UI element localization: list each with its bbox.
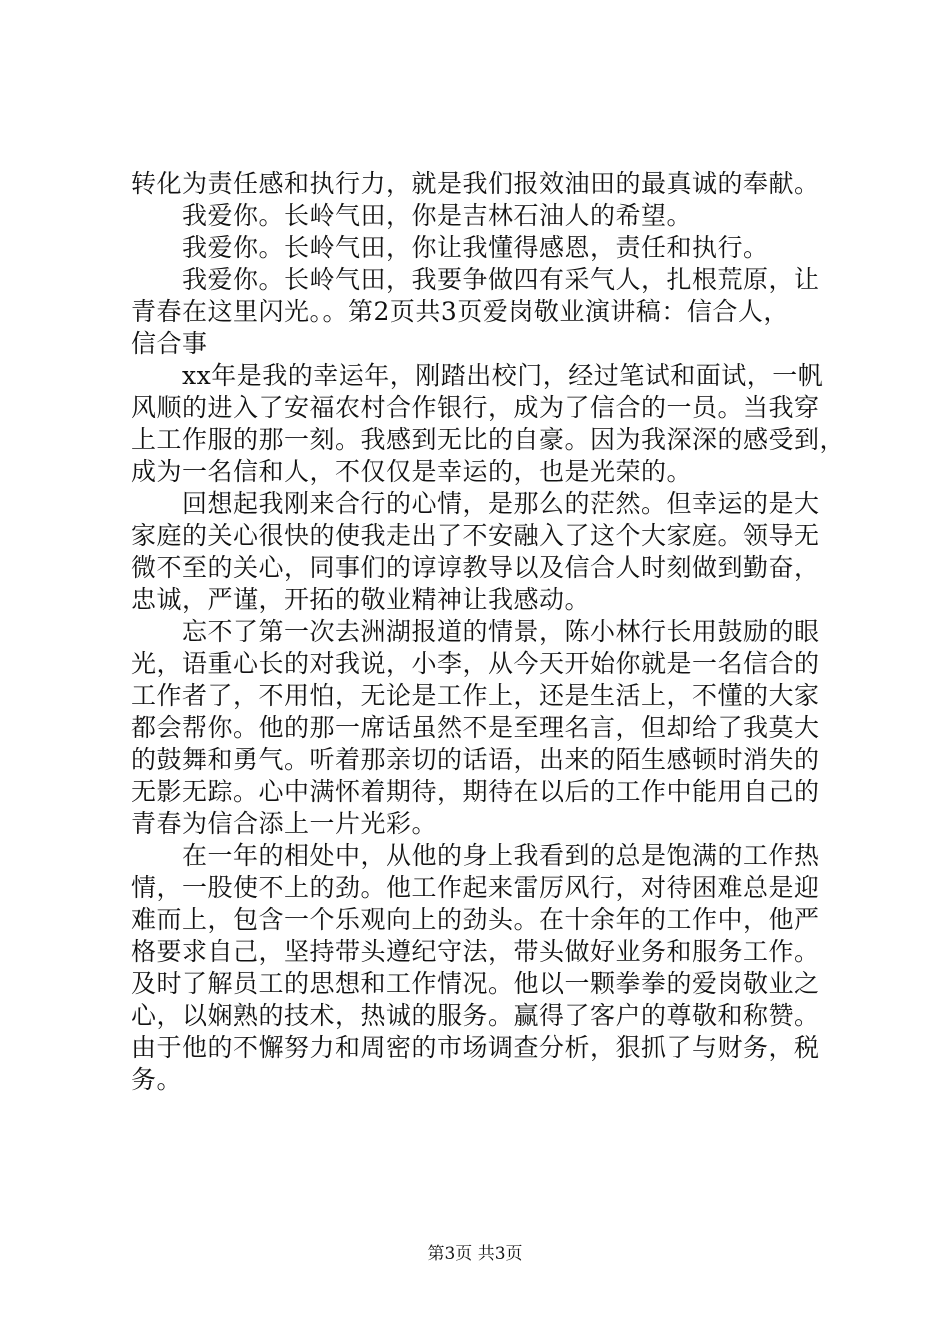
text-line: 工作者了，不用怕，无论是工作上，还是生活上，不懂的大家 <box>131 681 820 710</box>
text-line: 心，以娴熟的技术，热诚的服务。赢得了客户的尊敬和称赞。 <box>131 1001 820 1030</box>
document-body <box>131 168 846 1096</box>
text-line: 情，一股使不上的劲。他工作起来雷厉风行，对待困难总是迎 <box>131 873 820 902</box>
text-line: 务。 <box>131 1065 183 1094</box>
text-line: 在一年的相处中，从他的身上我看到的总是饱满的工作热 <box>182 841 820 870</box>
text-line: 忘不了第一次去洲湖报道的情景，陈小林行长用鼓励的眼 <box>182 617 820 646</box>
text-line: xx年是我的幸运年，刚踏出校门，经过笔试和面试，一帆 <box>182 361 824 390</box>
text-line: 我爱你。长岭气田，你让我懂得感恩，责任和执行。 <box>182 233 769 262</box>
text-line: 格要求自己，坚持带头遵纪守法，带头做好业务和服务工作。 <box>131 937 820 966</box>
text-line: 难而上，包含一个乐观向上的劲头。在十余年的工作中，他严 <box>131 905 820 934</box>
text-line: 上工作服的那一刻。我感到无比的自豪。因为我深深的感受到， <box>131 425 846 454</box>
text-line: 青春在这里闪光。。第2页共3页爱岗敬业演讲稿：信合人， <box>131 297 789 326</box>
text-line: 风顺的进入了安福农村合作银行，成为了信合的一员。当我穿 <box>131 393 820 422</box>
text-line: 转化为责任感和执行力，就是我们报效油田的最真诚的奉献。 <box>131 169 820 198</box>
text-line: 信合事 <box>131 329 208 358</box>
text-line: 成为一名信和人，不仅仅是幸运的，也是光荣的。 <box>131 457 693 486</box>
text-line: 的鼓舞和勇气。听着那亲切的话语，出来的陌生感顿时消失的 <box>131 745 820 774</box>
text-line: 光，语重心长的对我说，小李，从今天开始你就是一名信合的 <box>131 649 820 678</box>
text-line: 家庭的关心很快的使我走出了不安融入了这个大家庭。领导无 <box>131 521 820 550</box>
text-line: 青春为信合添上一片光彩。 <box>131 809 438 838</box>
text-line: 及时了解员工的思想和工作情况。他以一颗拳拳的爱岗敬业之 <box>131 969 820 998</box>
text-line: 我爱你。长岭气田，我要争做四有采气人，扎根荒原，让 <box>182 265 820 294</box>
text-line: 由于他的不懈努力和周密的市场调查分析，狠抓了与财务，税 <box>131 1033 820 1062</box>
text-line: 回想起我刚来合行的心情，是那么的茫然。但幸运的是大 <box>182 489 820 518</box>
page-footer: 第3页 共3页 <box>427 1244 523 1264</box>
text-line: 无影无踪。心中满怀着期待，期待在以后的工作中能用自己的 <box>131 777 820 806</box>
text-line: 我爱你。长岭气田，你是吉林石油人的希望。 <box>182 201 693 230</box>
text-line: 微不至的关心，同事们的谆谆教导以及信合人时刻做到勤奋， <box>131 553 820 582</box>
text-line: 忠诚，严谨，开拓的敬业精神让我感动。 <box>131 585 591 614</box>
text-line: 都会帮你。他的那一席话虽然不是至理名言，但却给了我莫大 <box>131 713 820 742</box>
